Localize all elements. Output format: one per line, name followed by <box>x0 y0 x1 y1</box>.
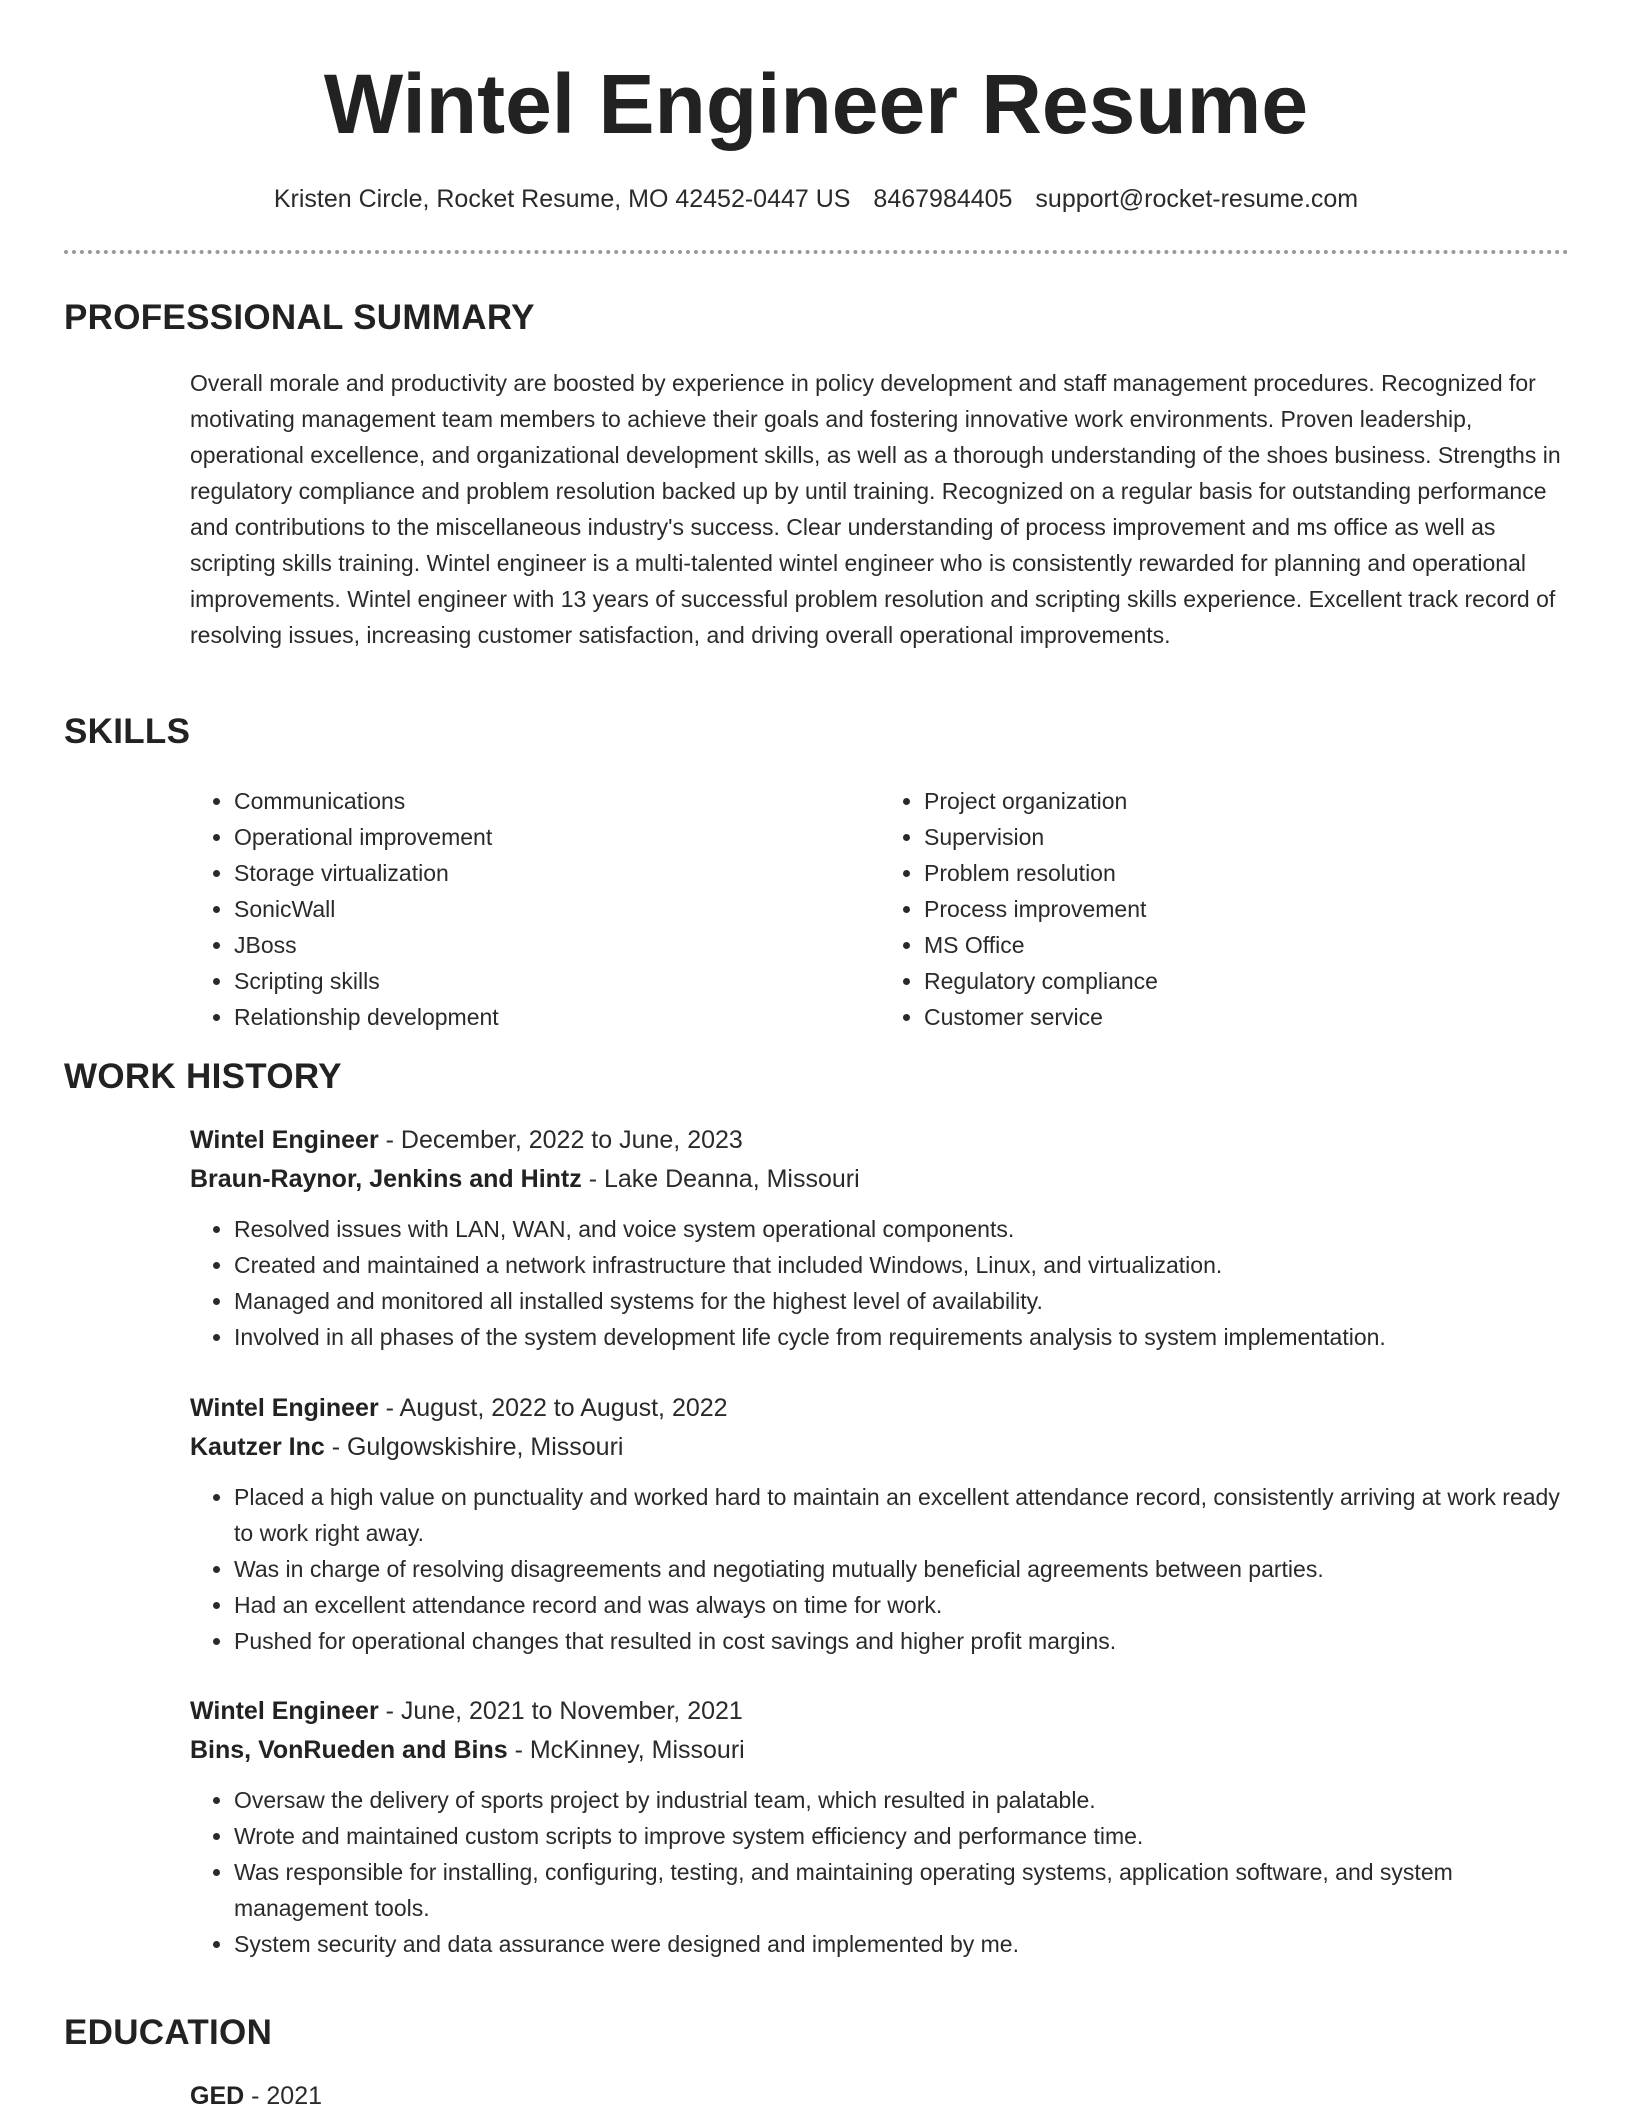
skill-item: • MS Office <box>924 927 1570 963</box>
job-bullet: • Created and maintained a network infrastructure that included Windows, Linux, and virtualization. <box>234 1247 1570 1283</box>
skills-column-right <box>880 783 1570 1035</box>
job-company: Braun-Raynor, Jenkins and Hintz <box>190 1165 582 1193</box>
contact-line <box>0 182 1632 216</box>
skills-list <box>190 783 1570 1035</box>
contact-phone: 8467984405 <box>873 185 1013 213</box>
skill-item: • Scripting skills <box>234 963 880 999</box>
summary-heading: PROFESSIONAL SUMMARY <box>64 298 535 337</box>
job-bullet: • System security and data assurance were designed and implemented by me. <box>234 1926 1570 1962</box>
header-divider <box>64 250 1569 254</box>
job-entry <box>190 1389 1570 1659</box>
job-company-line <box>190 1731 1570 1770</box>
job-company-line <box>190 1428 1570 1467</box>
skills-column-left <box>190 783 880 1035</box>
education-degree: GED <box>190 2082 245 2110</box>
skill-item: • JBoss <box>234 927 880 963</box>
skill-item: • Regulatory compliance <box>924 963 1570 999</box>
resume-title: Wintel Engineer Resume <box>323 57 1309 151</box>
job-bullet: • Wrote and maintained custom scripts to improve system efficiency and performance time. <box>234 1818 1570 1854</box>
job-bullet: • Oversaw the delivery of sports project by industrial team, which resulted in palatable. <box>234 1782 1570 1818</box>
skill-item: • Project organization <box>924 783 1570 819</box>
skill-item: • Storage virtualization <box>234 855 880 891</box>
skills-heading: SKILLS <box>64 712 191 751</box>
job-dates: - August, 2022 to August, 2022 <box>378 1394 728 1422</box>
education-line <box>190 2077 1570 2116</box>
job-bullet: • Resolved issues with LAN, WAN, and voice system operational components. <box>234 1211 1570 1247</box>
job-title-line <box>190 1121 1570 1160</box>
education-heading: EDUCATION <box>64 2013 273 2052</box>
job-entry <box>190 1692 1570 1962</box>
job-bullet: • Placed a high value on punctuality and worked hard to maintain an excellent attendance record, consistently arriving at work ready to work right away. <box>234 1479 1570 1551</box>
summary-text: Overall morale and productivity are boosted by experience in policy development and staff management procedures. Recognized for motivating management team members to achieve their goals and fostering innovative work environments. Proven leadership, operational excellence, and organizational development skills, as well as a thorough understanding of the shoes business. Strengths in regulatory compliance and problem resolution backed up by until training. Recognized on a regular basis for outstanding performance and contributions to the miscellaneous industry's success. Clear understanding of process improvement and ms office as well as scripting skills training. Wintel engineer is a multi-talented wintel engineer who is consistently rewarded for planning and operational improvements. Wintel engineer with 13 years of successful problem resolution and scripting skills experience. Excellent track record of resolving issues, increasing customer satisfaction, and driving overall operational improvements. <box>190 370 1561 648</box>
job-bullet: • Managed and monitored all installed systems for the highest level of availability. <box>234 1283 1570 1319</box>
skill-item: • Communications <box>234 783 880 819</box>
job-bullet: • Was responsible for installing, configuring, testing, and maintaining operating systems, application software, and system management tools. <box>234 1854 1570 1926</box>
job-entry <box>190 1121 1570 1355</box>
skill-item: • Problem resolution <box>924 855 1570 891</box>
job-bullet: • Pushed for operational changes that resulted in cost savings and higher profit margins. <box>234 1623 1570 1659</box>
job-title: Wintel Engineer <box>190 1126 379 1154</box>
job-company-line <box>190 1160 1570 1199</box>
job-title: Wintel Engineer <box>190 1394 379 1422</box>
job-location: - Gulgowskishire, Missouri <box>324 1433 624 1461</box>
job-bullets <box>190 1782 1570 1962</box>
job-bullets <box>190 1479 1570 1659</box>
job-company: Bins, VonRueden and Bins <box>190 1736 508 1764</box>
job-location: - McKinney, Missouri <box>507 1736 745 1764</box>
job-bullet: • Involved in all phases of the system development life cycle from requirements analysis to system implementation. <box>234 1319 1570 1355</box>
job-dates: - December, 2022 to June, 2023 <box>378 1126 743 1154</box>
job-bullet: • Had an excellent attendance record and was always on time for work. <box>234 1587 1570 1623</box>
job-company: Kautzer Inc <box>190 1433 325 1461</box>
contact-address: Kristen Circle, Rocket Resume, MO 42452-0447 US <box>273 185 851 213</box>
contact-email: support@rocket-resume.com <box>1035 185 1359 213</box>
job-title: Wintel Engineer <box>190 1697 379 1725</box>
education-year: - 2021 <box>244 2082 323 2110</box>
skill-item: • Customer service <box>924 999 1570 1035</box>
job-dates: - June, 2021 to November, 2021 <box>378 1697 743 1725</box>
job-title-line <box>190 1692 1570 1731</box>
skill-item: • Operational improvement <box>234 819 880 855</box>
work-heading: WORK HISTORY <box>64 1057 342 1096</box>
skill-item: • Process improvement <box>924 891 1570 927</box>
job-bullets <box>190 1211 1570 1355</box>
skill-item: • Relationship development <box>234 999 880 1035</box>
skill-item: • SonicWall <box>234 891 880 927</box>
job-title-line <box>190 1389 1570 1428</box>
job-location: - Lake Deanna, Missouri <box>581 1165 860 1193</box>
job-bullet: • Was in charge of resolving disagreements and negotiating mutually beneficial agreements between parties. <box>234 1551 1570 1587</box>
skill-item: • Supervision <box>924 819 1570 855</box>
education-entry <box>190 2077 1570 2116</box>
